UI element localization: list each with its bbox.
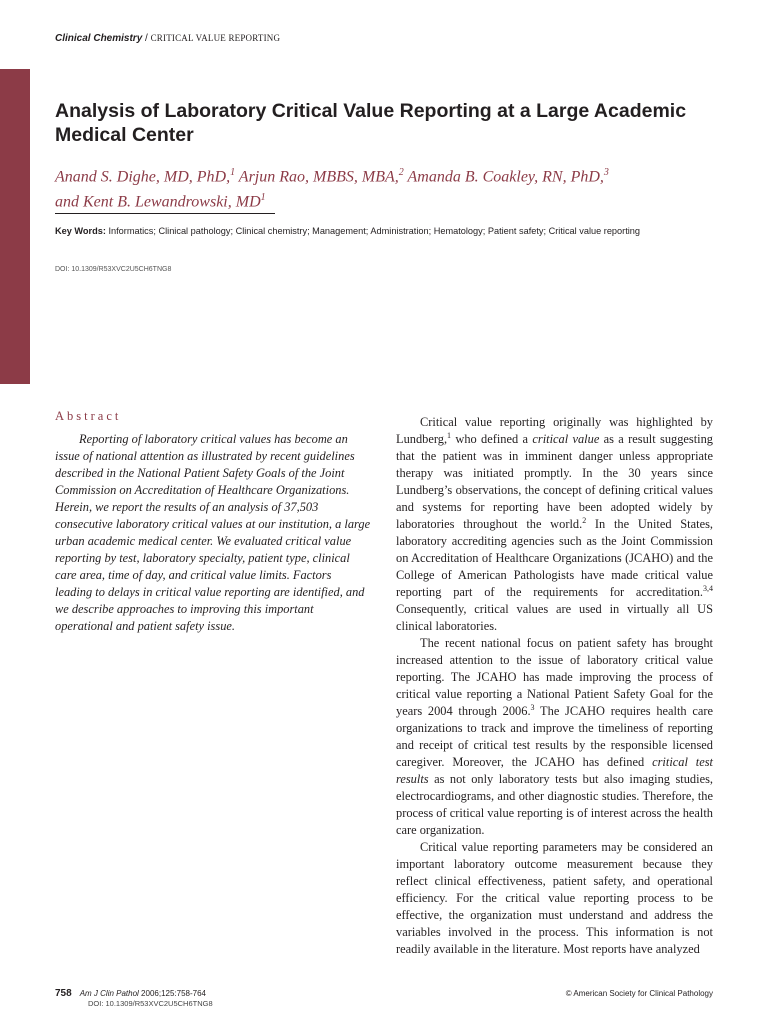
author-name: Arjun Rao, MBBS, MBA, [235, 168, 399, 186]
body-text-run: Consequently, critical values are used in virtually all US clinical laboratories. [396, 602, 713, 633]
article-title: Analysis of Laboratory Critical Value Reporting at a Large Academic Medical Center [55, 100, 687, 146]
abstract-text: Reporting of laboratory critical values has become an issue of national attention as illustrated by recent guidelines described in the National Patient Safety Goals of the Joint Commission on Accreditation of Healthcare Organizations. Herein, we report the results of an analysis of 37,503 consecutive laboratory critical values at our institution, a large urban academic medical center. We evaluated critical value reporting by test, laboratory specialty, patient type, clinical care area, time of day, and critical value limits. Factors leading to delays in critical value reporting are identified, and we describe approaches to improving this important operational and patient safety issue. [55, 432, 371, 633]
footer-citation [55, 989, 213, 1009]
body-paragraph: Critical value reporting parameters may be considered an important laboratory outcome measurement because they reflect clinical effectiveness, patient safety, and operational efficiency. For the critical value reporting process to be effective, the organization must understand and address the variables involved in the process. This information is not readily available in the literature. Most reports have analyzed [396, 840, 713, 956]
journal-section-name: Clinical Chemistry [55, 33, 143, 44]
author-name: Anand S. Dighe, MD, PhD, [55, 168, 231, 186]
journal-abbreviation: Am J Clin Pathol [79, 989, 139, 998]
page-number: 758 [55, 988, 72, 999]
keywords-block [55, 225, 705, 238]
body-text-run: The JCAHO requires health care organizations to track and improve the timeliness of reporting and receipt of critical test results by the responsible licensed caregiver. Moreover, the JCAHO has defined [396, 704, 713, 769]
body-text-run: In the United States, laboratory accrediting agencies such as the Joint Commission on Accreditation of Healthcare Organizations (JCAHO) and the College of American Pathologists have made critical value reporting part of the requirements for accreditation. [396, 517, 713, 599]
copyright-notice: © American Society for Clinical Pathology [565, 989, 713, 998]
citation-mark: 3,4 [703, 583, 713, 593]
abstract-heading: Abstract [55, 409, 122, 423]
doi-header: DOI: 10.1309/R53XVC2U5CH6TNG8 [55, 266, 172, 273]
decorative-sidebar-bar [0, 69, 30, 384]
emphasis-term: critical test results [396, 755, 714, 786]
body-text-run: Critical value reporting originally was highlighted by Lundberg, [396, 415, 713, 446]
author-list [55, 162, 695, 213]
body-text-run: The recent national focus on patient safety has brought increased attention to the issue of laboratory critical value reporting. The JCAHO has made improving the process of critical value reporting a National Patient Safety Goal for the years 2004 through 2006. [396, 636, 713, 718]
author-affiliation-mark: 2 [398, 167, 404, 178]
author-affiliation-mark: 1 [230, 167, 236, 178]
keywords-text: Informatics; Clinical pathology; Clinical chemistry; Management; Administration; Hematology; Patient safety; Critical value reporting [105, 226, 641, 236]
running-head-separator: / [142, 33, 151, 44]
body-paragraph [396, 635, 713, 839]
author-affiliation-mark: 1 [260, 192, 266, 204]
citation-info: 2006;125:758-764 [138, 989, 206, 998]
body-text-run: as a result suggesting that the patient was in imminent danger unless appropriate therapy was initiated promptly. In the 30 years since Lundberg’s observations, the concept of defining critical values and systems for reporting have been adopted widely by laboratories throughout the world. [396, 432, 714, 531]
keywords-label: Key Words: [55, 226, 106, 236]
citation-mark: 1 [447, 430, 452, 440]
article-section-name: CRITICAL VALUE REPORTING [150, 33, 281, 43]
citation-mark: 2 [582, 515, 587, 525]
emphasis-term: critical value [532, 432, 600, 446]
running-head [55, 33, 280, 44]
author-name: and Kent B. Lewandrowski, MD [55, 193, 261, 211]
doi-footer: DOI: 10.1309/R53XVC2U5CH6TNG8 [88, 999, 213, 1008]
author-affiliation-mark: 3 [603, 167, 609, 178]
body-text-run: as not only laboratory tests but also imaging studies, electrocardiograms, and other diagnostic studies. Therefore, the process of critical value reporting is of interest across the health care organization. [396, 772, 713, 837]
body-text-column [396, 414, 713, 958]
author-name: Amanda B. Coakley, RN, PhD, [403, 168, 604, 186]
body-paragraph [396, 414, 713, 635]
citation-mark: 3 [530, 702, 535, 712]
divider-rule [55, 213, 275, 214]
body-text-run: who defined a [451, 432, 533, 446]
